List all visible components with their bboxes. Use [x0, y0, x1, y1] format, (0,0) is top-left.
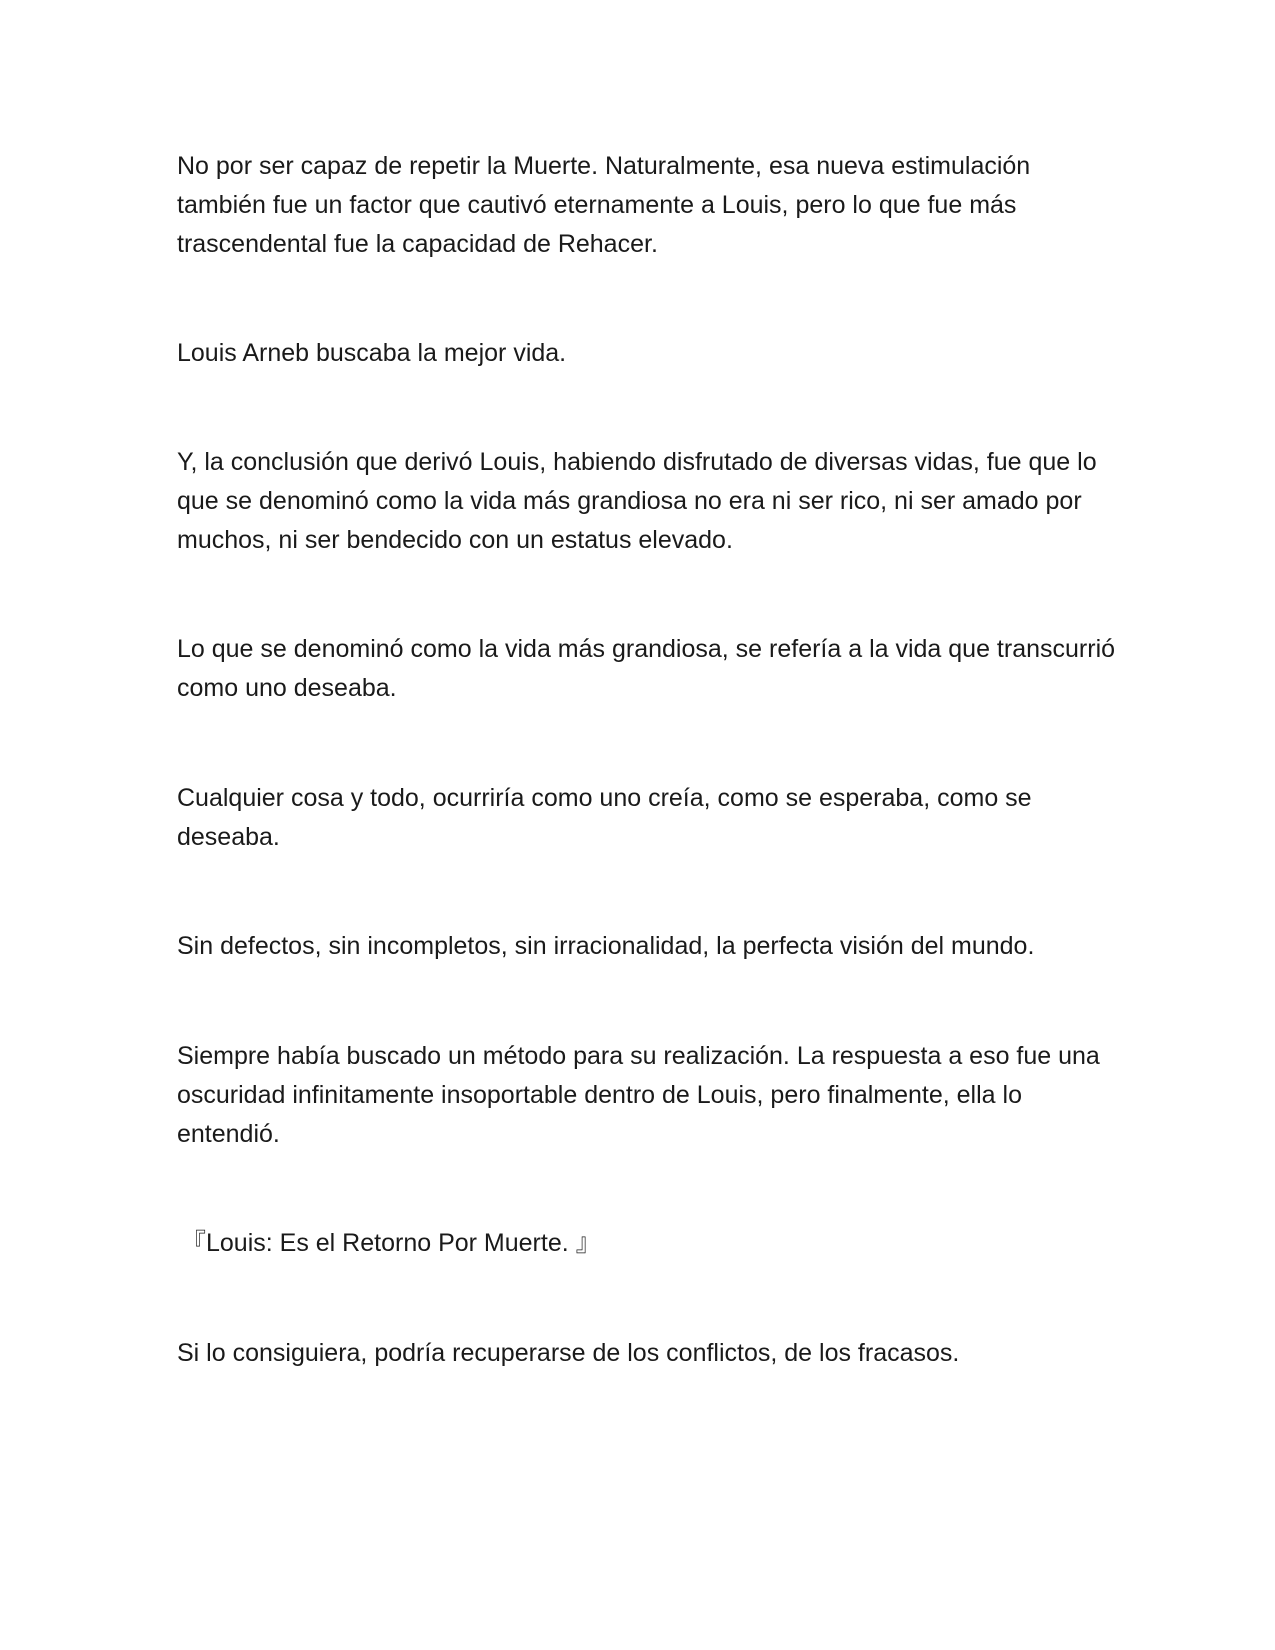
- paragraph-2: Louis Arneb buscaba la mejor vida.: [177, 339, 567, 367]
- paragraph-5: Cualquier cosa y todo, ocurriría como uno creía, como se esperaba, como se deseaba.: [177, 784, 1032, 851]
- paragraph-7: Siempre había buscado un método para su realización. La respuesta a eso fue una oscuridad infinitamente insoportable dentro de Louis, pero finalmente, ella lo entendió.: [177, 1042, 1100, 1148]
- paragraph-1: No por ser capaz de repetir la Muerte. Naturalmente, esa nueva estimulación también fue un factor que cautivó eternamente a Louis, pero lo que fue más trascendental fue la capacidad de Rehacer.: [177, 152, 1031, 258]
- dialogue-line: 『Louis: Es el Retorno Por Muerte. 』: [181, 1229, 601, 1257]
- paragraph-3: Y, la conclusión que derivó Louis, habiendo disfrutado de diversas vidas, fue que lo que se denominó como la vida más grandiosa no era ni ser rico, ni ser amado por muchos, ni ser bendecido con un estatus elevado.: [177, 448, 1097, 554]
- paragraph-6: Sin defectos, sin incompletos, sin irracionalidad, la perfecta visión del mundo.: [177, 932, 1035, 960]
- paragraph-4: Lo que se denominó como la vida más grandiosa, se refería a la vida que transcurrió como uno deseaba.: [177, 635, 1116, 702]
- paragraph-9: Si lo consiguiera, podría recuperarse de los conflictos, de los fracasos.: [177, 1339, 960, 1367]
